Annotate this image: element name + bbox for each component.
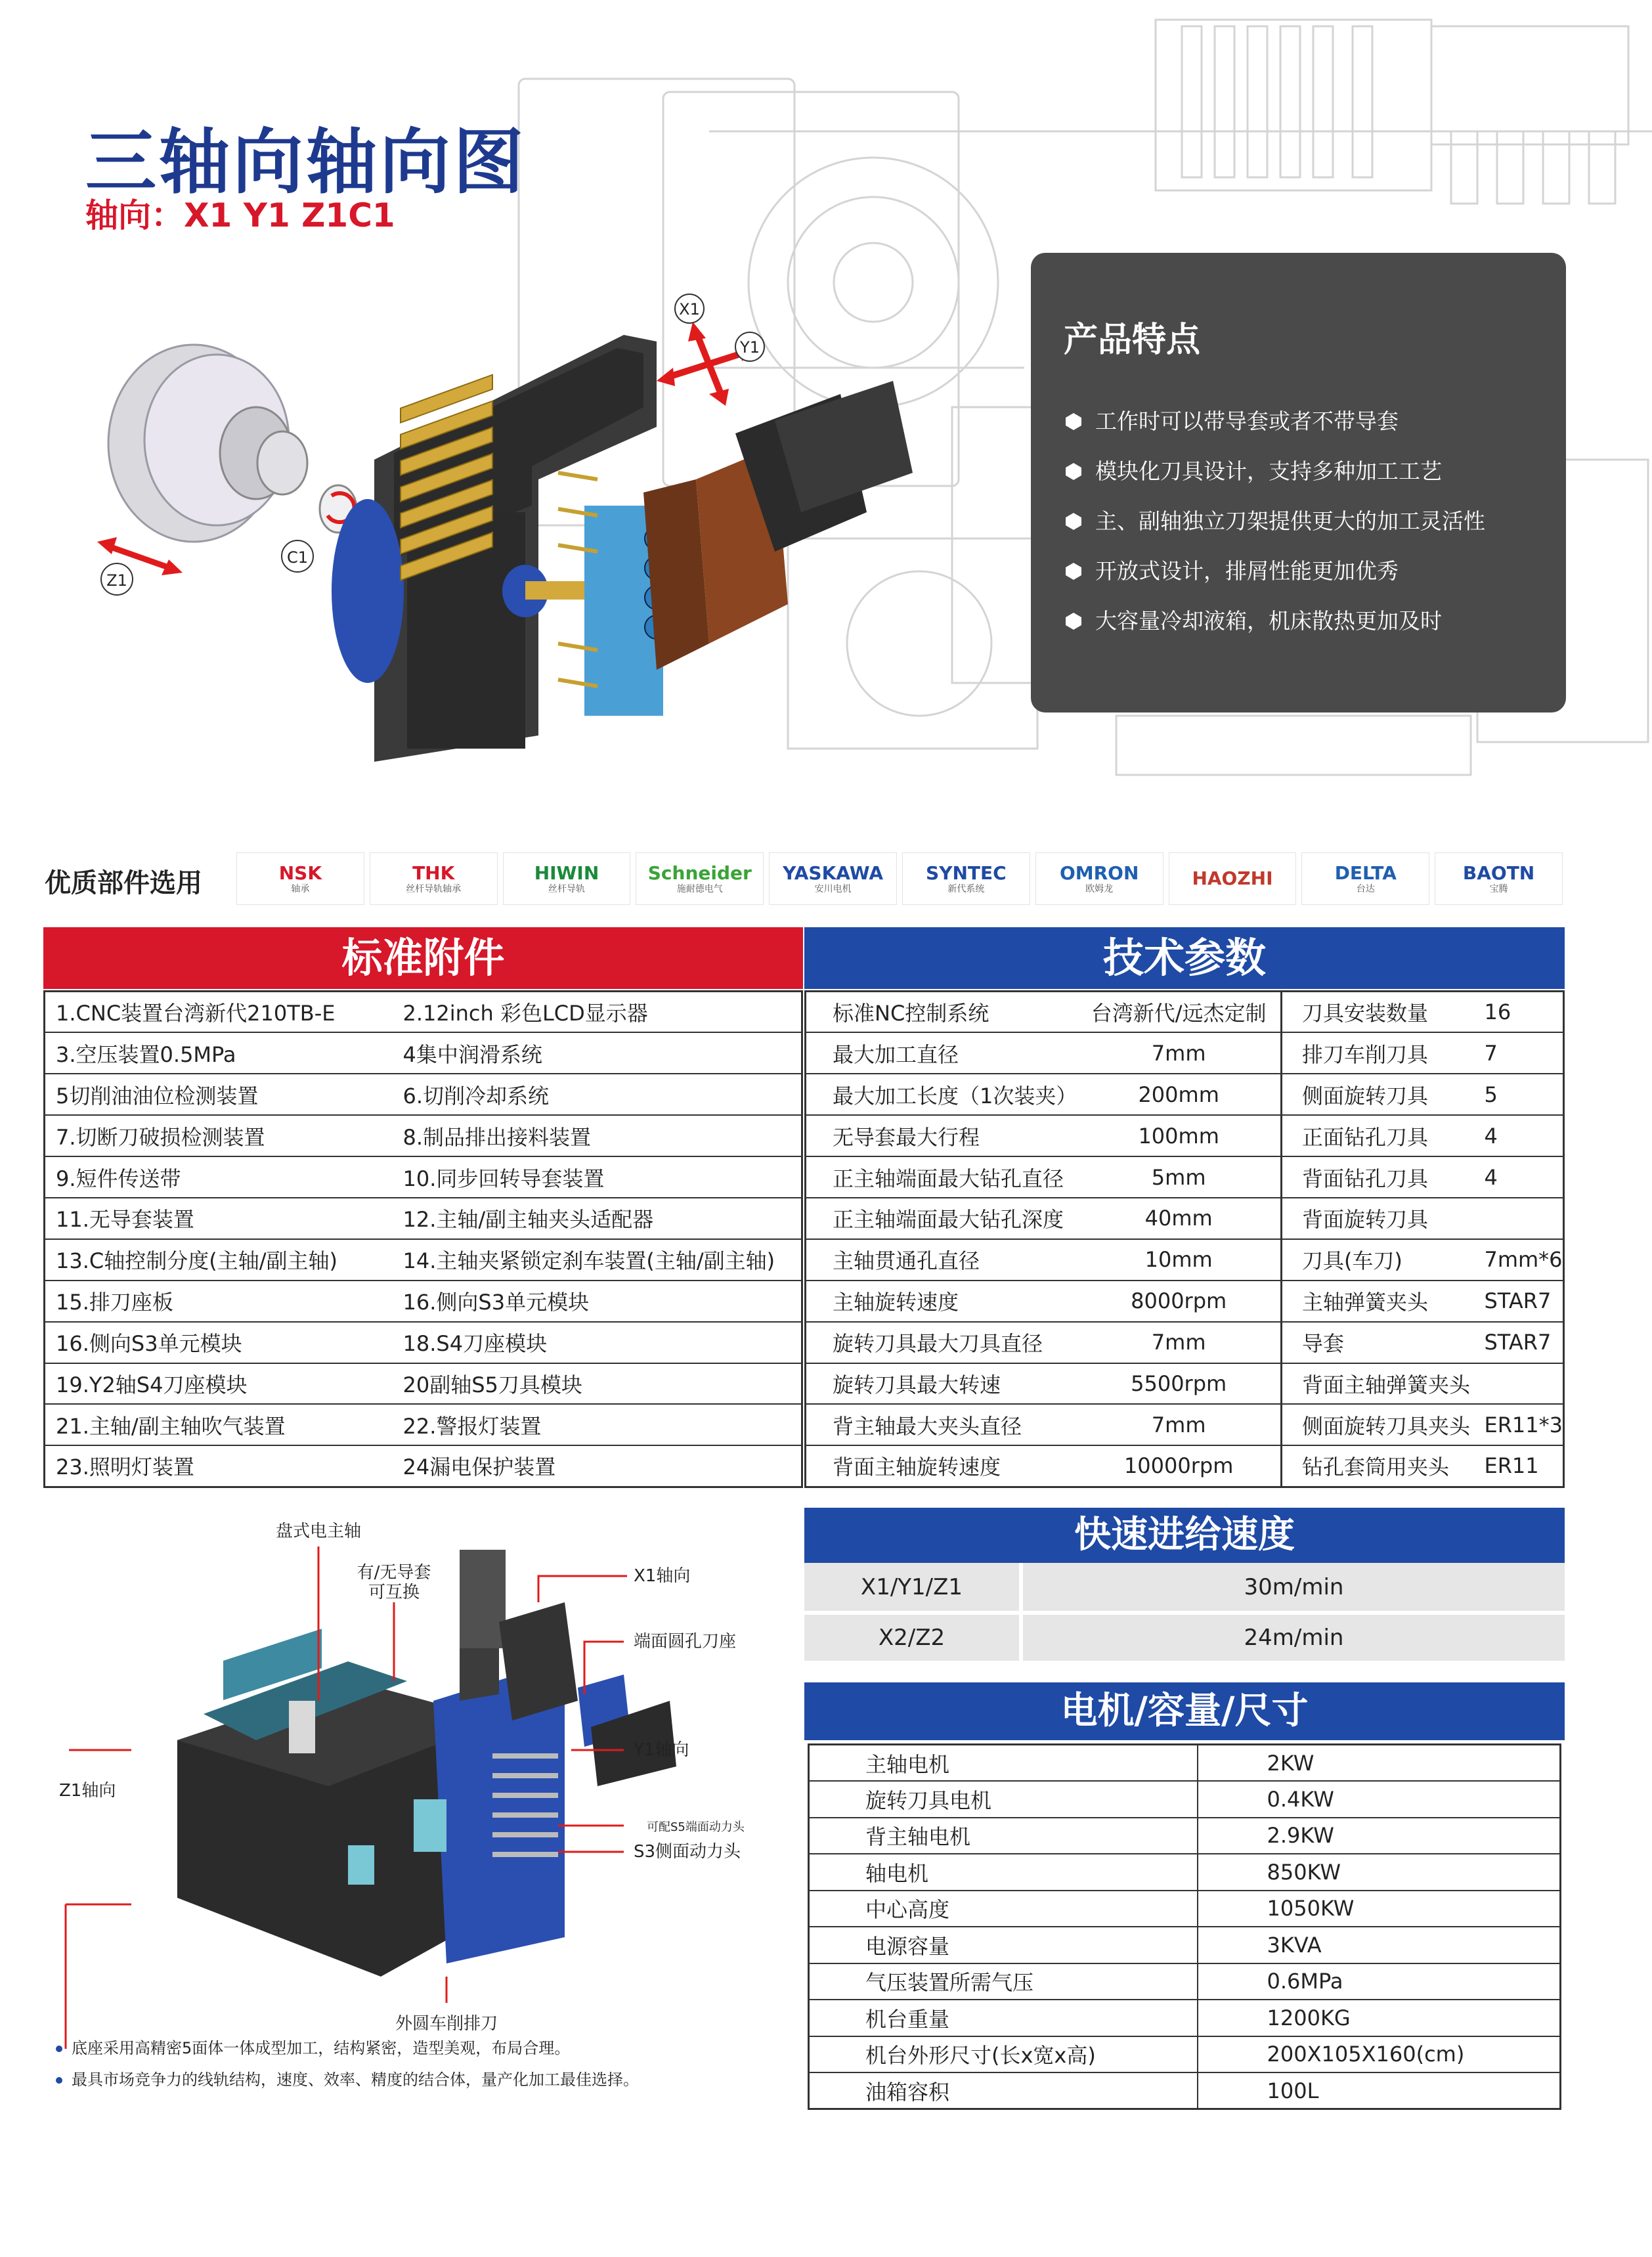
machine-base-graphic xyxy=(177,1550,676,1977)
feature-item: 开放式设计，排屑性能更加优秀 xyxy=(1064,557,1566,586)
table-cell: 850KW xyxy=(1198,1854,1561,1891)
brand-caption: 轴承 xyxy=(291,884,310,894)
feature-item: 主、副轴独立刀架提供更大的加工灵活性 xyxy=(1064,507,1566,536)
table-cell: 气压装置所需气压 xyxy=(809,1963,1198,2000)
table-row xyxy=(809,2072,1561,2109)
features-list xyxy=(1064,407,1566,636)
brand-logo xyxy=(636,852,764,905)
table-cell: 13.C轴控制分度(主轴/副主轴) xyxy=(45,1239,393,1281)
table-cell: 侧面旋转刀具夹头 xyxy=(1281,1404,1484,1445)
table-row xyxy=(45,1239,802,1281)
table-cell: 背主轴最大夹头直径 xyxy=(806,1404,1077,1445)
table-cell: 8000rpm xyxy=(1077,1281,1281,1322)
table-cell: 背主轴电机 xyxy=(809,1818,1198,1854)
table-cell: 4 xyxy=(1484,1156,1563,1198)
table-cell: 2.9KW xyxy=(1198,1818,1561,1854)
hexagon-bullet-icon xyxy=(1064,561,1083,581)
feature-item: 大容量冷却液箱，机床散热更加及时 xyxy=(1064,607,1566,636)
table-row xyxy=(806,1198,1564,1239)
table-cell: 刀具安装数量 xyxy=(1281,992,1484,1033)
table-cell: 2KW xyxy=(1198,1745,1561,1782)
table-cell: 18.S4刀座模块 xyxy=(393,1322,802,1363)
brand-name: Schneider xyxy=(647,862,752,884)
motor-header: 电机/容量/尺寸 xyxy=(804,1682,1565,1740)
table-row xyxy=(45,1322,802,1363)
table-cell: 5mm xyxy=(1077,1156,1281,1198)
table-row xyxy=(45,1445,802,1487)
table-row xyxy=(809,1891,1561,1927)
label-guide: 有/无导套 xyxy=(357,1563,431,1583)
label-x1: X1轴向 xyxy=(634,1566,691,1586)
label-spindle: 盘式电主轴 xyxy=(275,1522,362,1541)
brand-caption: 宝腾 xyxy=(1489,884,1508,894)
page-title: 三轴向轴向图 xyxy=(85,121,527,204)
table-row xyxy=(45,1404,802,1445)
table-cell: 正主轴端面最大钻孔直径 xyxy=(806,1156,1077,1198)
table-row xyxy=(45,1198,802,1239)
table-row xyxy=(809,1781,1561,1818)
table-row xyxy=(45,992,802,1033)
table-cell: 主轴贯通孔直径 xyxy=(806,1239,1077,1281)
table-cell: 21.主轴/副主轴吹气装置 xyxy=(45,1404,393,1445)
table-cell: 4 xyxy=(1484,1115,1563,1156)
brand-caption: 安川电机 xyxy=(814,884,852,894)
table-cell: 背面旋转刀具 xyxy=(1281,1198,1484,1239)
bullet-icon xyxy=(56,2077,62,2084)
bullet-icon xyxy=(56,2046,62,2052)
table-cell: 1.CNC装置台湾新代210TB-E xyxy=(45,992,393,1033)
table-cell: 200mm xyxy=(1077,1074,1281,1115)
table-cell: 7.切断刀破损检测装置 xyxy=(45,1115,393,1156)
table-cell: X2/Z2 xyxy=(804,1613,1021,1663)
brand-name: BAOTN xyxy=(1462,862,1535,884)
table-cell: 背面钻孔刀具 xyxy=(1281,1156,1484,1198)
brand-caption: 欧姆龙 xyxy=(1085,884,1114,894)
table-cell: 5切削油油位检测装置 xyxy=(45,1074,393,1115)
table-cell: 24m/min xyxy=(1021,1613,1565,1663)
table-row xyxy=(45,1281,802,1322)
table-cell: 7mm*6 xyxy=(1484,1239,1563,1281)
axis-label-y1: Y1 xyxy=(740,338,760,357)
table-row xyxy=(45,1115,802,1156)
axis-label-c1: C1 xyxy=(286,548,309,567)
table-cell: 8.制品排出接料装置 xyxy=(393,1115,802,1156)
table-cell: 机台外形尺寸(长x宽x高) xyxy=(809,2036,1198,2073)
table-row xyxy=(806,1156,1564,1198)
table-row xyxy=(806,1363,1564,1405)
speed-header: 快速进给速度 xyxy=(804,1508,1565,1563)
table-cell: 10000rpm xyxy=(1077,1445,1281,1487)
table-cell: 最大加工长度（1次装夹） xyxy=(806,1074,1077,1115)
table-cell: 正面钻孔刀具 xyxy=(1281,1115,1484,1156)
table-cell: 电源容量 xyxy=(809,1927,1198,1963)
brand-caption: 丝杆导轨轴承 xyxy=(406,884,462,894)
table-cell: STAR7 xyxy=(1484,1322,1563,1363)
feature-item: 模块化刀具设计，支持多种加工工艺 xyxy=(1064,457,1566,486)
table-row xyxy=(809,2036,1561,2073)
table-cell: 油箱容积 xyxy=(809,2072,1198,2109)
axis-label-x1: X1 xyxy=(679,300,700,318)
table-cell: 24漏电保护装置 xyxy=(393,1445,802,1487)
label-face-holder: 端面圆孔刀座 xyxy=(634,1632,737,1652)
label-guide-2: 可互换 xyxy=(368,1583,420,1602)
table-row xyxy=(806,1281,1564,1322)
brand-caption: 丝杆导轨 xyxy=(548,884,585,894)
table-cell: 4集中润滑系统 xyxy=(393,1032,802,1074)
brand-logo xyxy=(1301,852,1429,905)
table-cell: 0.4KW xyxy=(1198,1781,1561,1818)
table-cell: 背面主轴旋转速度 xyxy=(806,1445,1077,1487)
brand-name: OMRON xyxy=(1059,862,1139,884)
brand-logo xyxy=(370,852,498,905)
table-cell: ER11*3 xyxy=(1484,1404,1563,1445)
label-z1: Z1轴向 xyxy=(59,1781,116,1801)
table-cell: 标准NC控制系统 xyxy=(806,992,1077,1033)
table-cell: ER11 xyxy=(1484,1445,1563,1487)
table-row xyxy=(806,1404,1564,1445)
table-cell: 16 xyxy=(1484,992,1563,1033)
table-cell: 10.同步回转导套装置 xyxy=(393,1156,802,1198)
table-cell: 主轴电机 xyxy=(809,1745,1198,1782)
table-cell: 7mm xyxy=(1077,1404,1281,1445)
table-row xyxy=(806,1445,1564,1487)
table-row xyxy=(806,1322,1564,1363)
brand-name: THK xyxy=(412,862,455,884)
table-row xyxy=(809,2000,1561,2036)
table-cell: 1200KG xyxy=(1198,2000,1561,2036)
table-cell: 3.空压装置0.5MPa xyxy=(45,1032,393,1074)
table-cell: STAR7 xyxy=(1484,1281,1563,1322)
table-cell: 0.6MPa xyxy=(1198,1963,1561,2000)
table-cell: 3KVA xyxy=(1198,1927,1561,1963)
brands-label: 优质部件选用 xyxy=(45,868,202,898)
table-cell: 200X105X160(cm) xyxy=(1198,2036,1561,2073)
label-turning: 外圆车削排刀 xyxy=(395,2014,498,2034)
table-cell: 台湾新代/远杰定制 xyxy=(1077,992,1281,1033)
table-cell: 7mm xyxy=(1077,1322,1281,1363)
table-cell: 旋转刀具最大刀具直径 xyxy=(806,1322,1077,1363)
table-cell: 16.侧向S3单元模块 xyxy=(45,1322,393,1363)
table-cell: 7mm xyxy=(1077,1032,1281,1074)
brand-caption: 施耐德电气 xyxy=(676,884,723,894)
table-cell: 中心高度 xyxy=(809,1891,1198,1927)
table-row xyxy=(806,1032,1564,1074)
brand-logo-row xyxy=(236,852,1563,905)
table-cell: 9.短件传送带 xyxy=(45,1156,393,1198)
feature-item: 工作时可以带导套或者不带导套 xyxy=(1064,407,1566,436)
hexagon-bullet-icon xyxy=(1064,412,1083,431)
table-cell: 背面主轴弹簧夹头 xyxy=(1281,1363,1484,1405)
note-item: 底座采用高精密5面体一体成型加工，结构紧密，造型美观，布局合理。 xyxy=(56,2032,639,2064)
table-cell: 40mm xyxy=(1077,1198,1281,1239)
table-row xyxy=(809,1963,1561,2000)
table-cell: 5500rpm xyxy=(1077,1363,1281,1405)
brand-name: HIWIN xyxy=(534,862,599,884)
table-cell: 16.侧向S3单元模块 xyxy=(393,1281,802,1322)
table-cell: 11.无导套装置 xyxy=(45,1198,393,1239)
table-cell: 23.照明灯装置 xyxy=(45,1445,393,1487)
table-cell: 10mm xyxy=(1077,1239,1281,1281)
table-cell: 6.切削冷却系统 xyxy=(393,1074,802,1115)
brand-name: SYNTEC xyxy=(926,862,1007,884)
table-cell: 刀具(车刀) xyxy=(1281,1239,1484,1281)
table-cell xyxy=(1484,1198,1563,1239)
table-cell: 正主轴端面最大钻孔深度 xyxy=(806,1198,1077,1239)
table-row xyxy=(804,1563,1565,1613)
table-cell: 主轴弹簧夹头 xyxy=(1281,1281,1484,1322)
table-cell: 100L xyxy=(1198,2072,1561,2109)
table-cell: 旋转刀具最大转速 xyxy=(806,1363,1077,1405)
accessories-header: 标准附件 xyxy=(43,927,803,989)
spindle-chuck-graphic xyxy=(108,345,357,542)
brand-name: DELTA xyxy=(1334,862,1397,884)
brand-logo xyxy=(902,852,1030,905)
table-row xyxy=(809,1745,1561,1782)
hexagon-bullet-icon xyxy=(1064,512,1083,531)
brand-logo xyxy=(769,852,897,905)
note-item: 最具市场竞争力的线轨结构，速度、效率、精度的结合体，量产化加工最佳选择。 xyxy=(56,2064,639,2095)
table-row xyxy=(45,1032,802,1074)
speed-table xyxy=(804,1563,1565,1665)
accessories-table xyxy=(43,990,803,1488)
table-cell: 最大加工直径 xyxy=(806,1032,1077,1074)
table-cell: X1/Y1/Z1 xyxy=(804,1563,1021,1613)
table-cell: 7 xyxy=(1484,1032,1563,1074)
brand-name: YASKAWA xyxy=(783,862,883,884)
table-cell: 5 xyxy=(1484,1074,1563,1115)
table-cell: 12.主轴/副主轴夹头适配器 xyxy=(393,1198,802,1239)
table-cell: 轴电机 xyxy=(809,1854,1198,1891)
label-s5: 可配S5端面动力头 xyxy=(647,1820,745,1834)
table-cell: 1050KW xyxy=(1198,1891,1561,1927)
table-cell: 主轴旋转速度 xyxy=(806,1281,1077,1322)
table-cell: 排刀车削刀具 xyxy=(1281,1032,1484,1074)
table-row xyxy=(804,1613,1565,1663)
table-row xyxy=(806,1074,1564,1115)
label-y1: Y1轴向 xyxy=(634,1740,689,1760)
tech-table xyxy=(804,990,1565,1488)
brand-logo xyxy=(1169,852,1297,905)
table-cell: 导套 xyxy=(1281,1322,1484,1363)
table-row xyxy=(45,1074,802,1115)
brand-logo xyxy=(236,852,364,905)
table-row xyxy=(809,1818,1561,1854)
features-title: 产品特点 xyxy=(1064,320,1201,360)
table-cell: 30m/min xyxy=(1021,1563,1565,1613)
table-cell: 旋转刀具电机 xyxy=(809,1781,1198,1818)
table-row xyxy=(45,1156,802,1198)
brand-name: NSK xyxy=(278,862,322,884)
axis-subtitle: 轴向：X1 Y1 Z1C1 xyxy=(85,196,395,234)
table-row xyxy=(806,1239,1564,1281)
table-cell: 无导套最大行程 xyxy=(806,1115,1077,1156)
table-cell: 2.12inch 彩色LCD显示器 xyxy=(393,992,802,1033)
axis-label-z1: Z1 xyxy=(106,571,127,590)
machine-diagram xyxy=(39,1504,788,2049)
table-cell: 19.Y2轴S4刀座模块 xyxy=(45,1363,393,1405)
table-cell: 机台重量 xyxy=(809,2000,1198,2036)
table-cell: 15.排刀座板 xyxy=(45,1281,393,1322)
brand-logo xyxy=(503,852,631,905)
table-cell: 100mm xyxy=(1077,1115,1281,1156)
brand-caption: 新代系统 xyxy=(947,884,985,894)
label-s3: S3侧面动力头 xyxy=(634,1842,741,1862)
table-row xyxy=(45,1363,802,1405)
brand-caption: 台达 xyxy=(1356,884,1375,894)
brand-logo xyxy=(1435,852,1563,905)
motor-table xyxy=(808,1743,1561,2110)
brand-name: HAOZHI xyxy=(1192,867,1273,889)
table-cell: 钻孔套筒用夹头 xyxy=(1281,1445,1484,1487)
table-cell: 侧面旋转刀具 xyxy=(1281,1074,1484,1115)
hexagon-bullet-icon xyxy=(1064,611,1083,631)
axis-illustration xyxy=(79,276,932,788)
table-row xyxy=(806,1115,1564,1156)
table-cell: 22.警报灯装置 xyxy=(393,1404,802,1445)
tech-header: 技术参数 xyxy=(804,927,1565,989)
table-row xyxy=(809,1854,1561,1891)
table-cell: 20副轴S5刀具模块 xyxy=(393,1363,802,1405)
table-cell xyxy=(1484,1363,1563,1405)
features-panel xyxy=(1031,253,1566,712)
table-row xyxy=(806,992,1564,1033)
table-cell: 14.主轴夹紧锁定刹车装置(主轴/副主轴) xyxy=(393,1239,802,1281)
hexagon-bullet-icon xyxy=(1064,462,1083,481)
diagram-notes xyxy=(56,2032,639,2095)
table-row xyxy=(809,1927,1561,1963)
brand-logo xyxy=(1035,852,1163,905)
